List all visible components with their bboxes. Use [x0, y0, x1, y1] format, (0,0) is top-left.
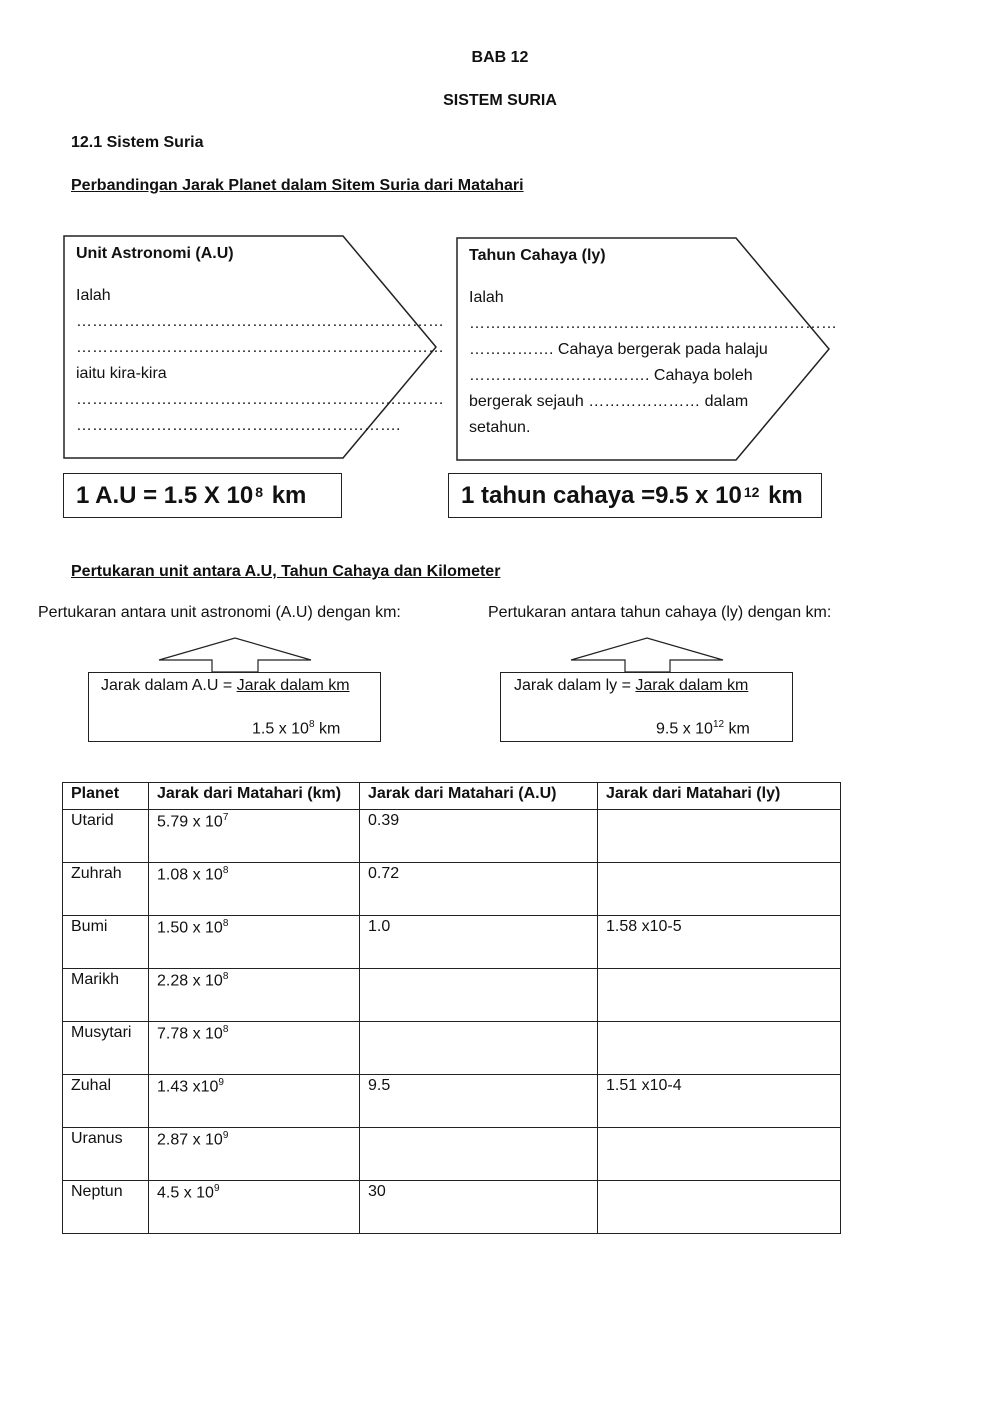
au-formula-box: [88, 672, 381, 742]
ly-equation-box: [448, 473, 822, 518]
ly-formula-top: [514, 677, 748, 695]
table-row: [63, 1128, 841, 1181]
au-formula-numerator: Jarak dalam km: [236, 677, 350, 694]
header-ly: Jarak dari Matahari (ly): [598, 783, 841, 810]
au-line: ……………………………………………………………: [76, 391, 444, 408]
header-km: Jarak dari Matahari (km): [149, 783, 360, 810]
au-cell: 9.5: [360, 1075, 598, 1128]
ly-cell: [598, 969, 841, 1022]
ly-line: ……………………………………………………………: [469, 315, 837, 332]
conversion-subheading: Pertukaran unit antara A.U, Tahun Cahaya dan Kilometer: [71, 563, 501, 580]
au-up-arrow-icon: [159, 638, 311, 672]
au-denominator-base: 1.5 x 10: [252, 720, 309, 738]
au-formula-top: [101, 677, 350, 695]
km-exp: 9: [222, 1130, 229, 1141]
au-line: Ialah: [76, 287, 111, 304]
ly-cell: 1.58 x10-5: [598, 916, 841, 969]
km-cell: [149, 810, 360, 863]
planet-name-cell: Uranus: [63, 1128, 149, 1181]
ly-definition: [469, 243, 837, 441]
km-cell: [149, 969, 360, 1022]
ly-line: setahun.: [469, 419, 531, 436]
au-equation-unit: km: [271, 481, 307, 509]
km-cell: [149, 1075, 360, 1128]
table-row: [63, 916, 841, 969]
km-base: 7.78 x 10: [157, 1025, 223, 1043]
ly-denominator-unit: km: [724, 720, 750, 738]
ly-equation-lhs: 1 tahun cahaya =9.5 x 10: [461, 481, 742, 509]
km-cell: [149, 1128, 360, 1181]
ly-denominator-exp: 12: [712, 719, 725, 730]
au-cell: [360, 1128, 598, 1181]
table-row: [63, 969, 841, 1022]
ly-formula-numerator: Jarak dalam km: [635, 677, 749, 694]
ly-line: bergerak sejauh ………………… dalam: [469, 393, 749, 410]
km-base: 1.43 x10: [157, 1078, 219, 1096]
ly-denominator-base: 9.5 x 10: [656, 720, 713, 738]
ly-line: ……………. Cahaya bergerak pada halaju: [469, 341, 768, 358]
km-base: 1.08 x 10: [157, 866, 223, 884]
km-base: 1.50 x 10: [157, 919, 223, 937]
comparison-subheading: Perbandingan Jarak Planet dalam Sitem Suria dari Matahari: [71, 177, 524, 194]
ly-line: Ialah: [469, 289, 504, 306]
km-exp: 8: [222, 865, 229, 876]
km-cell: [149, 1022, 360, 1075]
au-denominator-unit: km: [314, 720, 341, 738]
table-row: [63, 1022, 841, 1075]
ly-equation-unit: km: [768, 481, 803, 509]
km-exp: 7: [222, 812, 229, 823]
au-cell: 0.39: [360, 810, 598, 863]
ly-cell: 1.51 x10-4: [598, 1075, 841, 1128]
table-row: [63, 810, 841, 863]
ly-formula-denominator: [656, 719, 750, 738]
au-equation-exp: 8: [255, 483, 264, 500]
au-equation-lhs: 1 A.U = 1.5 X 10: [76, 481, 254, 509]
km-exp: 8: [222, 918, 229, 929]
ly-conversion-label: Pertukaran antara tahun cahaya (ly) dengan km:: [488, 604, 832, 621]
au-cell: [360, 969, 598, 1022]
ly-equation-exp: 12: [743, 483, 760, 500]
au-denominator-exp: 8: [308, 719, 315, 730]
au-conversion-label: Pertukaran antara unit astronomi (A.U) dengan km:: [38, 604, 401, 621]
km-base: 5.79 x 10: [157, 813, 223, 831]
km-base: 4.5 x 10: [157, 1184, 214, 1202]
table-row: [63, 863, 841, 916]
ly-box-title: Tahun Cahaya (ly): [469, 247, 606, 264]
table-header-row: [63, 783, 841, 810]
chapter-label: BAB 12: [471, 49, 529, 66]
table-row: [63, 1181, 841, 1234]
ly-up-arrow-icon: [571, 638, 723, 672]
km-base: 2.28 x 10: [157, 972, 223, 990]
ly-cell: [598, 1022, 841, 1075]
ly-formula-lhs: Jarak dalam ly =: [514, 677, 636, 694]
table-row: [63, 1075, 841, 1128]
au-cell: 0.72: [360, 863, 598, 916]
au-cell: 1.0: [360, 916, 598, 969]
page-title: SISTEM SURIA: [443, 92, 557, 109]
header-au: Jarak dari Matahari (A.U): [360, 783, 598, 810]
au-cell: [360, 1022, 598, 1075]
km-cell: [149, 916, 360, 969]
au-definition: [76, 241, 444, 439]
km-cell: [149, 1181, 360, 1234]
au-line: ……………………………………………………………: [76, 339, 444, 356]
ly-cell: [598, 810, 841, 863]
km-exp: 9: [218, 1077, 224, 1088]
section-heading: 12.1 Sistem Suria: [71, 134, 204, 151]
ly-cell: [598, 1128, 841, 1181]
km-cell: [149, 863, 360, 916]
au-line: …………………………………………………….: [76, 417, 401, 434]
au-equation-box: [63, 473, 342, 518]
km-exp: 9: [213, 1183, 220, 1194]
planet-distance-table: [62, 782, 841, 1234]
planet-name-cell: Bumi: [63, 916, 149, 969]
ly-line: ……………………………. Cahaya boleh: [469, 367, 753, 384]
km-exp: 8: [222, 1024, 229, 1035]
planet-name-cell: Neptun: [63, 1181, 149, 1234]
ly-cell: [598, 863, 841, 916]
planet-name-cell: Utarid: [63, 810, 149, 863]
au-line: iaitu kira-kira: [76, 365, 167, 382]
planet-name-cell: Musytari: [63, 1022, 149, 1075]
header-planet: Planet: [63, 783, 149, 810]
ly-cell: [598, 1181, 841, 1234]
planet-name-cell: Zuhal: [63, 1075, 149, 1128]
planet-name-cell: Marikh: [63, 969, 149, 1022]
au-cell: 30: [360, 1181, 598, 1234]
km-exp: 8: [222, 971, 229, 982]
ly-formula-box: [500, 672, 793, 742]
au-formula-denominator: [252, 719, 340, 738]
au-formula-lhs: Jarak dalam A.U =: [101, 677, 237, 694]
planet-name-cell: Zuhrah: [63, 863, 149, 916]
km-base: 2.87 x 10: [157, 1131, 223, 1149]
au-box-title: Unit Astronomi (A.U): [76, 245, 234, 262]
au-line: ……………………………………………………………: [76, 313, 444, 330]
